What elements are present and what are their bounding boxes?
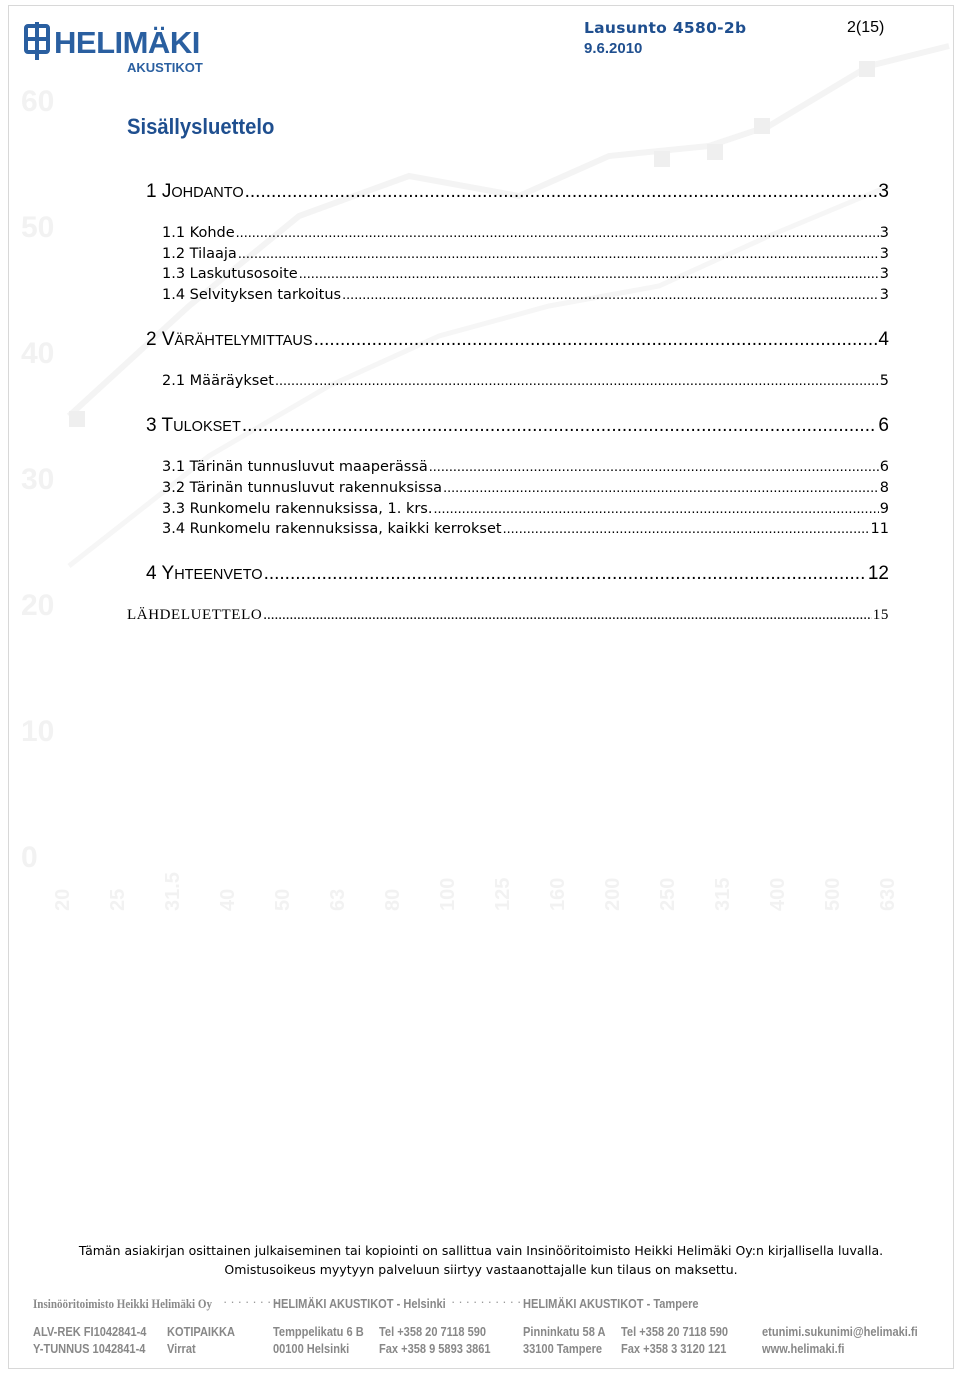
footer-office-helsinki: HELIMÄKI AKUSTIKOT - Helsinki — [273, 1296, 446, 1311]
toc-entry-3-1[interactable]: 3.1 Tärinän tunnusluvut maaperässä ..... 6 — [162, 459, 889, 475]
watermark-x-tick: 63 — [327, 888, 349, 911]
toc-entry-3-4[interactable]: 3.4 Runkomelu rakennuksissa, kaikki kerrokset ..... 11 — [162, 521, 889, 537]
toc-entry-1-1[interactable]: 1.1 Kohde ..... 3 — [162, 225, 889, 241]
toc-entry-1-4[interactable]: 1.4 Selvityksen tarkoitus ..... 3 — [162, 287, 889, 303]
footer-email[interactable]: etunimi.sukunimi@helimaki.fi — [762, 1324, 918, 1339]
watermark-x-tick: 400 — [767, 877, 789, 911]
toc-entry-references[interactable]: LÄHDELUETTELO ..... 15 — [127, 607, 889, 624]
watermark-y-tick: 0 — [21, 841, 38, 874]
watermark-x-tick: 40 — [217, 888, 239, 911]
toc-entry-chapter-1[interactable]: 1 JOHDANTO ..... 3 — [146, 181, 889, 203]
watermark-x-tick: 80 — [382, 888, 404, 911]
watermark-x-tick: 630 — [877, 877, 899, 911]
footer-kotipaikka-label: KOTIPAIKKA — [167, 1324, 235, 1339]
watermark-x-tick: 25 — [107, 888, 129, 911]
document-title: Lausunto 4580-2b — [584, 19, 747, 37]
watermark-x-tick: 125 — [492, 877, 514, 911]
toc-entry-1-2[interactable]: 1.2 Tilaaja ..... 3 — [162, 246, 889, 262]
toc-entry-chapter-2[interactable]: 2 VÄRÄHTELYMITTAUS ..... 4 — [146, 329, 889, 351]
footer-hki-fax: Fax +358 9 5893 3861 — [379, 1341, 491, 1356]
toc-entry-3-2[interactable]: 3.2 Tärinän tunnusluvut rakennuksissa ..... 8 — [162, 480, 889, 496]
watermark-x-tick: 160 — [547, 877, 569, 911]
footer-divider: ········ — [223, 1294, 282, 1309]
watermark-x-tick: 200 — [602, 877, 624, 911]
footer-tre-fax: Fax +358 3 3120 121 — [621, 1341, 727, 1356]
document-date: 9.6.2010 — [584, 40, 643, 57]
watermark-x-tick: 31.5 — [162, 872, 184, 911]
toc-page-number: 3 — [878, 181, 889, 202]
watermark-y-tick: 10 — [21, 715, 55, 748]
footer-alv: ALV-REK FI1042841-4 — [33, 1324, 147, 1339]
watermark-y-tick: 30 — [21, 463, 55, 496]
logo-wordmark: HELIMÄKI — [54, 25, 200, 60]
copyright-notice-line-2: Omistusoikeus myytyyn palveluun siirtyy vastaanottajalle kun tilaus on maksettu. — [224, 1262, 738, 1277]
document-page — [8, 5, 954, 1369]
watermark-y-tick: 40 — [21, 337, 55, 370]
footer-tre-city: 33100 Tampere — [523, 1341, 603, 1356]
toc-leader — [245, 181, 878, 203]
toc-entry-chapter-4[interactable]: 4 YHTEENVETO ..... 12 — [146, 563, 889, 585]
footer-kotipaikka: Virrat — [167, 1341, 196, 1356]
page-indicator: 2(15) — [847, 19, 885, 36]
watermark-x-tick: 100 — [437, 877, 459, 911]
footer-divider: ·········· — [451, 1294, 525, 1309]
footer-hki-street: Temppelikatu 6 B — [273, 1324, 364, 1339]
footer-company: Insinööritoimisto Heikki Helimäki Oy — [33, 1296, 212, 1311]
toc-entry-2-1[interactable]: 2.1 Määräykset ..... 5 — [162, 373, 889, 389]
watermark-x-tick: 315 — [712, 877, 734, 911]
watermark-x-tick: 500 — [822, 877, 844, 911]
footer-website[interactable]: www.helimaki.fi — [762, 1341, 845, 1356]
watermark-y-tick: 50 — [21, 211, 55, 244]
copyright-notice-line-1: Tämän asiakirjan osittainen julkaiseminen tai kopiointi on sallittua vain Insinööritoimisto Heikki Helimäki Oy:n kirjallisella luvalla. — [78, 1243, 884, 1258]
footer-tre-street: Pinninkatu 58 A — [523, 1324, 606, 1339]
watermark-y-tick: 60 — [21, 85, 55, 118]
logo-subtitle: AKUSTIKOT — [127, 60, 203, 75]
footer-hki-city: 00100 Helsinki — [273, 1341, 350, 1356]
toc-entry-3-3[interactable]: 3.3 Runkomelu rakennuksissa, 1. krs. ..... 9 — [162, 501, 889, 517]
watermark-y-tick: 20 — [21, 589, 55, 622]
footer-ytunnus: Y-TUNNUS 1042841-4 — [33, 1341, 146, 1356]
footer-office-tampere: HELIMÄKI AKUSTIKOT - Tampere — [523, 1296, 699, 1311]
toc-entry-chapter-3[interactable]: 3 TULOKSET ..... 6 — [146, 415, 889, 437]
footer-hki-tel: Tel +358 20 7118 590 — [379, 1324, 487, 1339]
watermark-x-tick: 20 — [52, 888, 74, 911]
toc-entry-1-3[interactable]: 1.3 Laskutusosoite ..... 3 — [162, 266, 889, 282]
toc-heading: Sisällysluettelo — [127, 114, 275, 139]
helimaki-logo — [24, 20, 224, 76]
watermark-x-tick: 50 — [272, 888, 294, 911]
watermark-x-tick: 250 — [657, 877, 679, 911]
footer-tre-tel: Tel +358 20 7118 590 — [621, 1324, 729, 1339]
